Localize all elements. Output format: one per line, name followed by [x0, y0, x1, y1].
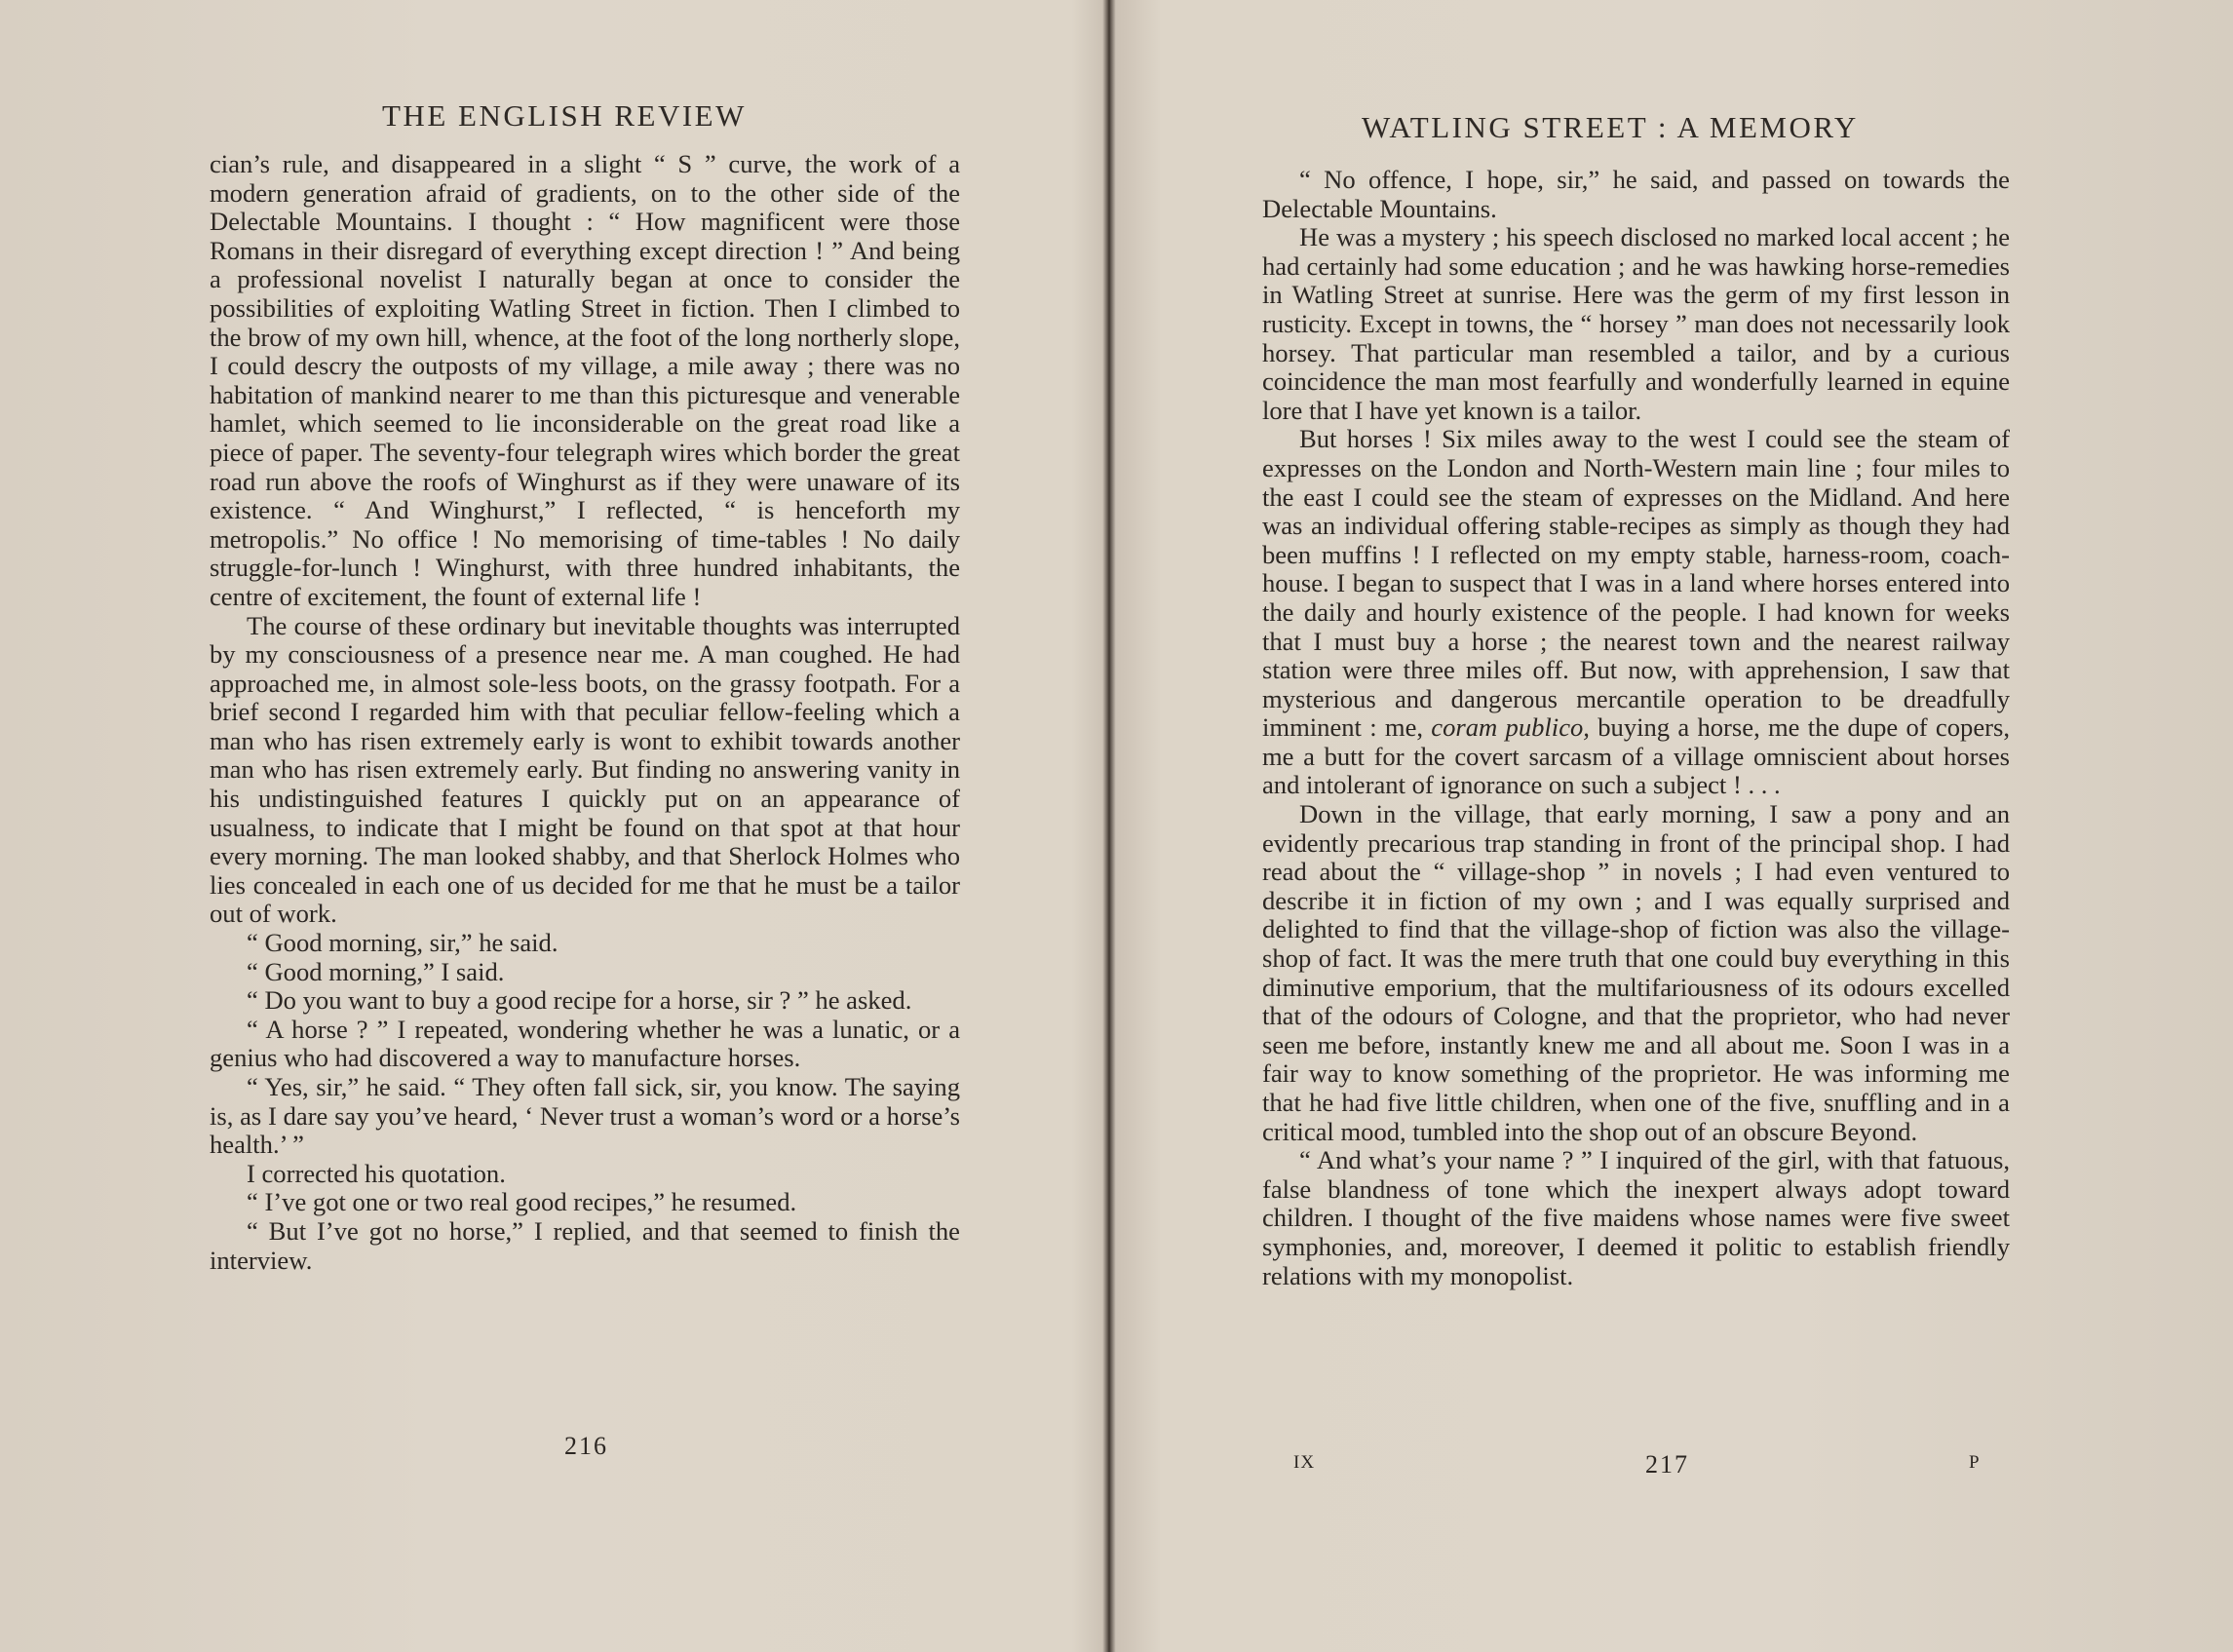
page-number: 217	[1645, 1450, 1689, 1479]
book-gutter	[1102, 0, 1116, 1652]
paragraph: “ A horse ? ” I repeated, wondering whether he was a lunatic, or a genius who had discovered a way to manufacture horses.	[210, 1014, 960, 1073]
paragraph: The course of these ordinary but inevitable thoughts was interrupted by my consciousness of a presence near me. A man coughed. He had approached me, in almost sole-less boots, on the grassy footpath. For a brief second I regarded him with that peculiar fellow-feeling which a man who has risen extremely early is wont to exhibit towards another man who has risen extremely early. But finding no answering vanity in his undistinguished features I quickly put on an appearance of usualness, to indicate that I might be found on that spot at that hour every morning. The man looked shabby, and that Sherlock Holmes who lies concealed in each one of us decided for me that he must be a tailor out of work.	[210, 610, 960, 929]
italic-phrase: coram publico,	[1431, 712, 1590, 743]
paragraph: “ Do you want to buy a good recipe for a horse, sir ? ” he asked.	[247, 985, 912, 1016]
paragraph: “ And what’s your name ? ” I inquired of the girl, with that fatuous, false blandness of tone which the inexpert always adopt toward children. I thought of the five maidens whose names were five sweet symphonies, and, moreover, I deemed it politic to establish friendly relations with my monopolist.	[1262, 1145, 2010, 1290]
body-text	[1262, 166, 2010, 1290]
right-page	[1116, 0, 2233, 1652]
paragraph	[1262, 425, 2010, 800]
paragraph: cian’s rule, and disappeared in a slight “ S ” curve, the work of a modern generation afraid of gradients, on to the other side of the Delectable Mountains. I thought : “ How magnificent were those Romans in their disregard of everything except direction ! ” And being a professional novelist I naturally began at once to consider the possibilities of exploiting Watling Street in fiction. Then I climbed to the brow of my own hill, whence, at the foot of the long northerly slope, I could descry the outposts of my village, a mile away ; there was no habitation of mankind nearer to me than this picturesque and venerable hamlet, which seemed to lie inconsiderable on the great road like a piece of paper. The seventy-four telegraph wires which border the great road run above the roofs of Winghurst as if they were unaware of its existence. “ And Winghurst,” I reflected, “ is henceforth my metropolis.” No office ! No memorising of time-tables ! No daily struggle-for-lunch ! Winghurst, with three hundred inhabitants, the centre of excitement, the fount of external life !	[210, 149, 960, 611]
paragraph: Down in the village, that early morning, I saw a pony and an evidently precarious trap standing in front of the principal shop. I had read about the “ village-shop ” in novels ; I had even ventured to describe it in fiction of my own ; and I was equally surprised and delighted to find that the village-shop of fiction was also the village-shop of fact. It was the mere truth that one could buy everything in this diminutive emporium, that the multifariousness of its odours excelled that of the odours of Cologne, and that the proprietor, who had never seen me before, instantly knew me and all about me. Soon I was in a fair way to know something of the proprietor. He was informing me that he had five little children, when one of the five, snuffling and in a critical mood, tumbled into the shop out of an obscure Beyond.	[1262, 799, 2010, 1146]
signature-mark: IX	[1293, 1452, 1316, 1473]
page-number: 216	[564, 1432, 608, 1460]
paragraph: I corrected his quotation.	[247, 1158, 506, 1188]
paragraph-text: But horses ! Six miles away to the west I could see the steam of expresses on the London and North-Western main line ; four miles to the east I could see the steam of expresses on the Midland. And here was an individual offering stable-recipes as simply as though they had been muffins ! I reflected on my empty stable, harness-room, coach-house. I began to suspect that I was in a land where horses entered into the daily and hourly existence of the people. I had known for weeks that I must buy a horse ; the nearest town and the nearest railway station were three miles off. But now, with apprehension, I saw that mysterious and dangerous mercantile operation to be dreadfully imminent : me,	[1262, 424, 2010, 743]
paragraph: “ Yes, sir,” he said. “ They often fall sick, sir, you know. The saying is, as I dare say you’ve heard, ‘ Never trust a woman’s word or a horse’s health.’ ”	[210, 1072, 960, 1160]
paragraph: “ I’ve got one or two real good recipes,” he resumed.	[247, 1187, 797, 1217]
paragraph-text: buying a horse, me the dupe of copers, me a butt for the covert sarcasm of a village omniscient about horses and intolerant of ignorance on such a subject ! . . .	[1262, 712, 2010, 800]
body-text	[210, 150, 960, 1275]
signature-mark: P	[1969, 1452, 1981, 1473]
paragraph: “ Good morning, sir,” he said.	[247, 928, 558, 958]
running-head: WATLING STREET : A MEMORY	[1362, 110, 1859, 144]
paragraph: “ But I’ve got no horse,” I replied, and that seemed to finish the interview.	[210, 1215, 960, 1275]
paragraph: He was a mystery ; his speech disclosed no marked local accent ; he had certainly had some education ; and he was hawking horse-remedies in Watling Street at sunrise. Here was the germ of my first lesson in rusticity. Except in towns, the “ horsey ” man does not necessarily look horsey. That particular man resembled a tailor, and by a curious coincidence the man most fearfully and wonderfully learned in equine lore that I have yet known is a tailor.	[1262, 222, 2010, 425]
paragraph: “ No offence, I hope, sir,” he said, and passed on towards the Delectable Mountains.	[1262, 165, 2010, 223]
left-page	[0, 0, 1102, 1652]
paragraph: “ Good morning,” I said.	[247, 956, 505, 986]
running-head: THE ENGLISH REVIEW	[382, 98, 747, 133]
